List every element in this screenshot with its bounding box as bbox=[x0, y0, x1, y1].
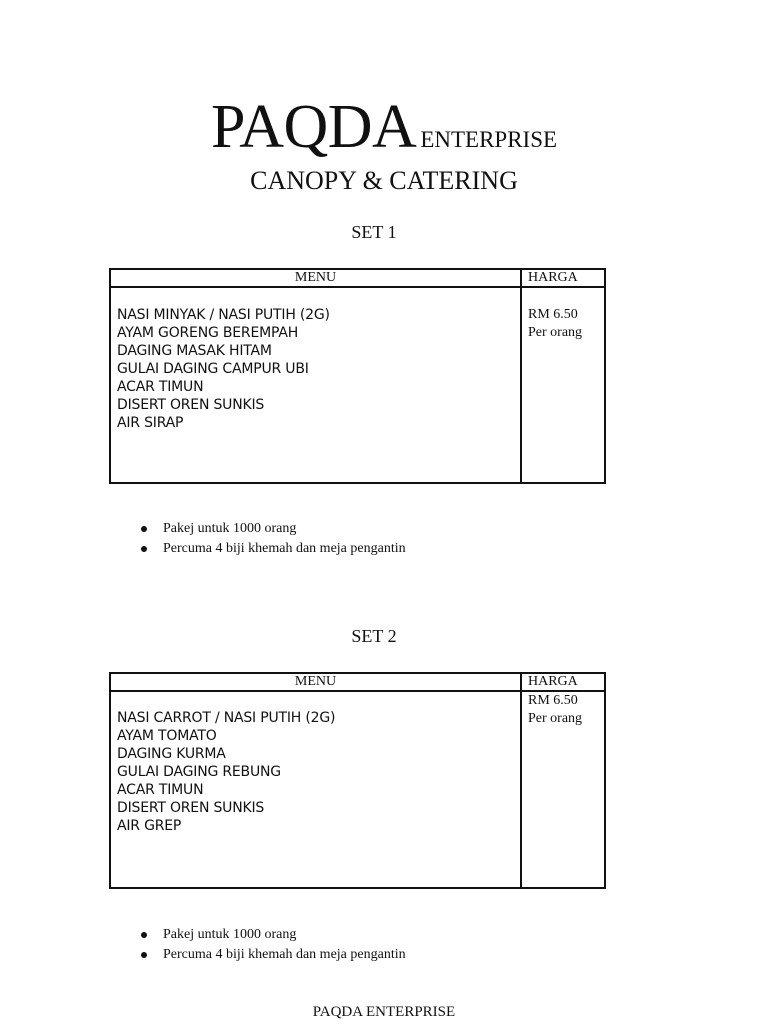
set-1-title: SET 1 bbox=[351, 222, 397, 242]
menu-column-header: MENU bbox=[110, 673, 521, 691]
set-1-notes bbox=[139, 519, 406, 559]
brand-suffix: ENTERPRISE bbox=[420, 127, 558, 152]
menu-item: AYAM TOMATO bbox=[117, 728, 217, 744]
menu-column-header: MENU bbox=[110, 269, 521, 287]
note-text: Pakej untuk 1000 orang bbox=[163, 927, 297, 942]
menu-item: DAGING MASAK HITAM bbox=[117, 343, 272, 359]
bullet-icon bbox=[141, 546, 147, 552]
price-column-header: HARGA bbox=[521, 673, 605, 691]
page-footer: PAQDA ENTERPRISE bbox=[312, 1004, 456, 1020]
menu-item: ACAR TIMUN bbox=[117, 782, 204, 798]
list-item bbox=[139, 519, 406, 539]
menu-item: NASI MINYAK / NASI PUTIH (2G) bbox=[117, 307, 330, 323]
note-text: Pakej untuk 1000 orang bbox=[163, 521, 297, 536]
set-2-menu-table bbox=[109, 672, 606, 889]
set-1-menu-table bbox=[109, 268, 606, 484]
set-2-notes bbox=[139, 925, 406, 965]
note-text: Percuma 4 biji khemah dan meja pengantin bbox=[163, 541, 406, 556]
menu-item: GULAI DAGING REBUNG bbox=[117, 764, 281, 780]
list-item bbox=[139, 925, 406, 945]
menu-items-cell bbox=[110, 691, 521, 888]
tagline: CANOPY & CATERING bbox=[250, 166, 518, 195]
menu-item: NASI CARROT / NASI PUTIH (2G) bbox=[117, 710, 336, 726]
table-row bbox=[110, 691, 605, 888]
menu-item: AYAM GORENG BEREMPAH bbox=[117, 325, 299, 341]
list-item bbox=[139, 945, 406, 965]
menu-item: DAGING KURMA bbox=[117, 746, 226, 762]
price-cell bbox=[521, 287, 605, 483]
price-unit: Per orang bbox=[528, 325, 583, 340]
bullet-icon bbox=[141, 932, 147, 938]
price-value: RM 6.50 bbox=[528, 307, 578, 322]
brand-name: PAQDA bbox=[210, 93, 417, 161]
menu-item: GULAI DAGING CAMPUR UBI bbox=[117, 361, 309, 377]
bullet-icon bbox=[141, 952, 147, 958]
brand-line bbox=[0, 93, 768, 161]
price-column-header: HARGA bbox=[521, 269, 605, 287]
document-header bbox=[0, 93, 768, 161]
table-header-row bbox=[110, 269, 605, 287]
menu-item: AIR GREP bbox=[117, 818, 182, 834]
menu-items-cell bbox=[110, 287, 521, 483]
menu-item: DISERT OREN SUNKIS bbox=[117, 800, 265, 816]
price-cell bbox=[521, 691, 605, 888]
table-header-row bbox=[110, 673, 605, 691]
bullet-icon bbox=[141, 526, 147, 532]
note-text: Percuma 4 biji khemah dan meja pengantin bbox=[163, 947, 406, 962]
price-value: RM 6.50 bbox=[528, 693, 578, 708]
table-row bbox=[110, 287, 605, 483]
set-2-title: SET 2 bbox=[351, 626, 397, 646]
menu-item: DISERT OREN SUNKIS bbox=[117, 397, 265, 413]
menu-item: AIR SIRAP bbox=[117, 415, 184, 431]
price-unit: Per orang bbox=[528, 711, 583, 726]
list-item bbox=[139, 539, 406, 559]
menu-item: ACAR TIMUN bbox=[117, 379, 204, 395]
